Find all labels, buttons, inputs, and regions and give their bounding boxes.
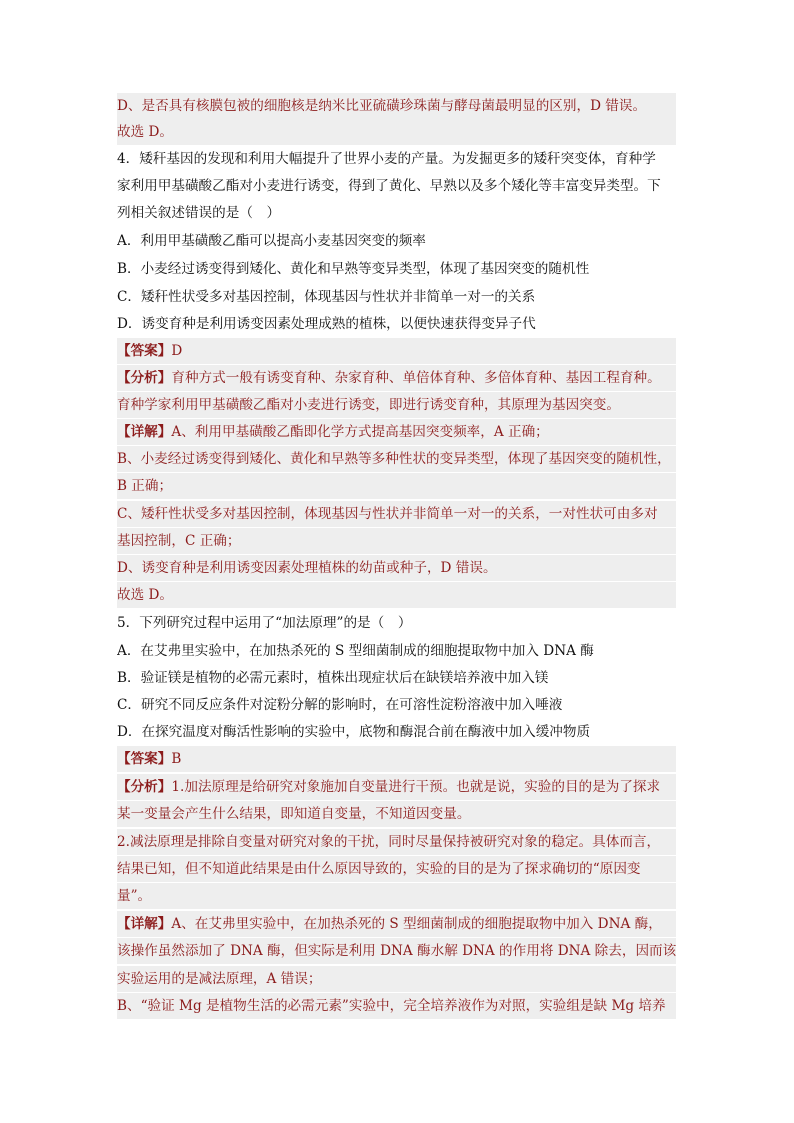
q4-stem-line-2: 家利用甲基磺酸乙酯对小麦进行诱变，得到了黄化、早熟以及多个矮化等丰富变异类型。下 <box>117 178 661 194</box>
q5-analysis-line-3: 2.减法原理是排除自变量对研究对象的干扰，同时尽量保持被研究对象的稳定。具体而言， <box>117 829 676 855</box>
q4-detail-line-2: B、小麦经过诱变得到矮化、黄化和早熟等多种性状的变异类型，体现了基因突变的随机性， <box>117 446 676 472</box>
q5-answer-line <box>117 746 676 772</box>
q4-answer-value: D <box>171 343 183 359</box>
q5-analysis-line-5: 量”。 <box>117 883 676 909</box>
answer-tag: 【答案】 <box>117 343 172 359</box>
detail-tag: 【详解】 <box>117 424 172 440</box>
q4-option-c: C．矮秆性状受多对基因控制，体现基因与性状并非简单一对一的关系 <box>117 289 536 305</box>
q5-detail-line-1 <box>117 911 676 937</box>
detail-tag: 【详解】 <box>117 916 172 932</box>
q4-analysis-line-2: 育种学家利用甲基磺酸乙酯对小麦进行诱变，即进行诱变育种，其原理为基因突变。 <box>117 392 676 418</box>
q5-analysis-line-1 <box>117 774 676 800</box>
q5-detail-line-4: B、“验证 Mg 是植物生活的必需元素”实验中，完全培养液作为对照，实验组是缺 Mg 培养 <box>117 993 676 1019</box>
q5-detail-text-1: A、在艾弗里实验中，在加热杀死的 S 型细菌制成的细胞提取物中加入 DNA 酶， <box>171 916 662 932</box>
q4-option-d: D．诱变育种是利用诱变因素处理成熟的植株，以便快速获得变异子代 <box>117 316 536 332</box>
q5-stem-line-1: 5．下列研究过程中运用了“加法原理”的是（ ） <box>117 615 412 631</box>
q5-option-d: D．在探究温度对酶活性影响的实验中，底物和酶混合前在酶液中加入缓冲物质 <box>117 724 591 740</box>
q4-stem-line-3: 列相关叙述错误的是（ ） <box>117 205 281 221</box>
q4-answer-line <box>117 338 676 364</box>
q4-detail-line-5: 基因控制，C 正确； <box>117 528 676 554</box>
q5-analysis-text-1: 1.加法原理是给研究对象施加自变量进行干预。也就是说，实验的目的是为了探求 <box>171 779 661 795</box>
q4-option-a: A．利用甲基磺酸乙酯可以提高小麦基因突变的频率 <box>117 233 426 249</box>
q4-detail-line-3: B 正确； <box>117 473 676 499</box>
q4-detail-line-4: C、矮秆性状受多对基因控制，体现基因与性状并非简单一对一的关系，一对性状可由多对 <box>117 501 676 527</box>
q5-detail-line-2: 该操作虽然添加了 DNA 酶，但实际是利用 DNA 酶水解 DNA 的作用将 DNA 除去，因而该 <box>117 938 676 964</box>
q4-analysis-line-1 <box>117 365 676 391</box>
analysis-tag: 【分析】 <box>117 370 172 386</box>
q4-conclusion-line: 故选 D。 <box>117 582 676 608</box>
prev-conclusion-line: 故选 D。 <box>117 119 676 145</box>
analysis-tag: 【分析】 <box>117 779 172 795</box>
q4-option-b: B．小麦经过诱变得到矮化、黄化和早熟等变异类型，体现了基因突变的随机性 <box>117 261 590 277</box>
q4-analysis-text-1: 育种方式一般有诱变育种、杂家育种、单倍体育种、多倍体育种、基因工程育种。 <box>171 370 661 386</box>
prev-detail-line: D、是否具有核膜包被的细胞核是纳米比亚硫磺珍珠菌与酵母菌最明显的区别，D 错误。 <box>117 93 676 119</box>
q5-analysis-line-2: 某一变量会产生什么结果，即知道自变量，不知道因变量。 <box>117 801 676 827</box>
q4-stem-line-1: 4．矮秆基因的发现和利用大幅提升了世界小麦的产量。为发掘更多的矮秆突变体，育种学 <box>117 151 656 167</box>
q5-option-a: A．在艾弗里实验中，在加热杀死的 S 型细菌制成的细胞提取物中加入 DNA 酶 <box>117 643 594 659</box>
q4-detail-line-6: D、诱变育种是利用诱变因素处理植株的幼苗或种子，D 错误。 <box>117 555 676 581</box>
q4-detail-line-1 <box>117 419 676 445</box>
q5-answer-value: B <box>171 751 182 767</box>
q5-option-c: C．研究不同反应条件对淀粉分解的影响时，在可溶性淀粉溶液中加入唾液 <box>117 697 563 713</box>
q5-option-b: B．验证镁是植物的必需元素时，植株出现症状后在缺镁培养液中加入镁 <box>117 670 549 686</box>
answer-tag: 【答案】 <box>117 751 172 767</box>
q5-analysis-line-4: 结果已知，但不知道此结果是由什么原因导致的，实验的目的是为了探求确切的“原因变 <box>117 856 676 882</box>
q5-detail-line-3: 实验运用的是减法原理，A 错误； <box>117 966 676 992</box>
q4-detail-text-1: A、利用甲基磺酸乙酯即化学方式提高基因突变频率，A 正确； <box>171 424 549 440</box>
